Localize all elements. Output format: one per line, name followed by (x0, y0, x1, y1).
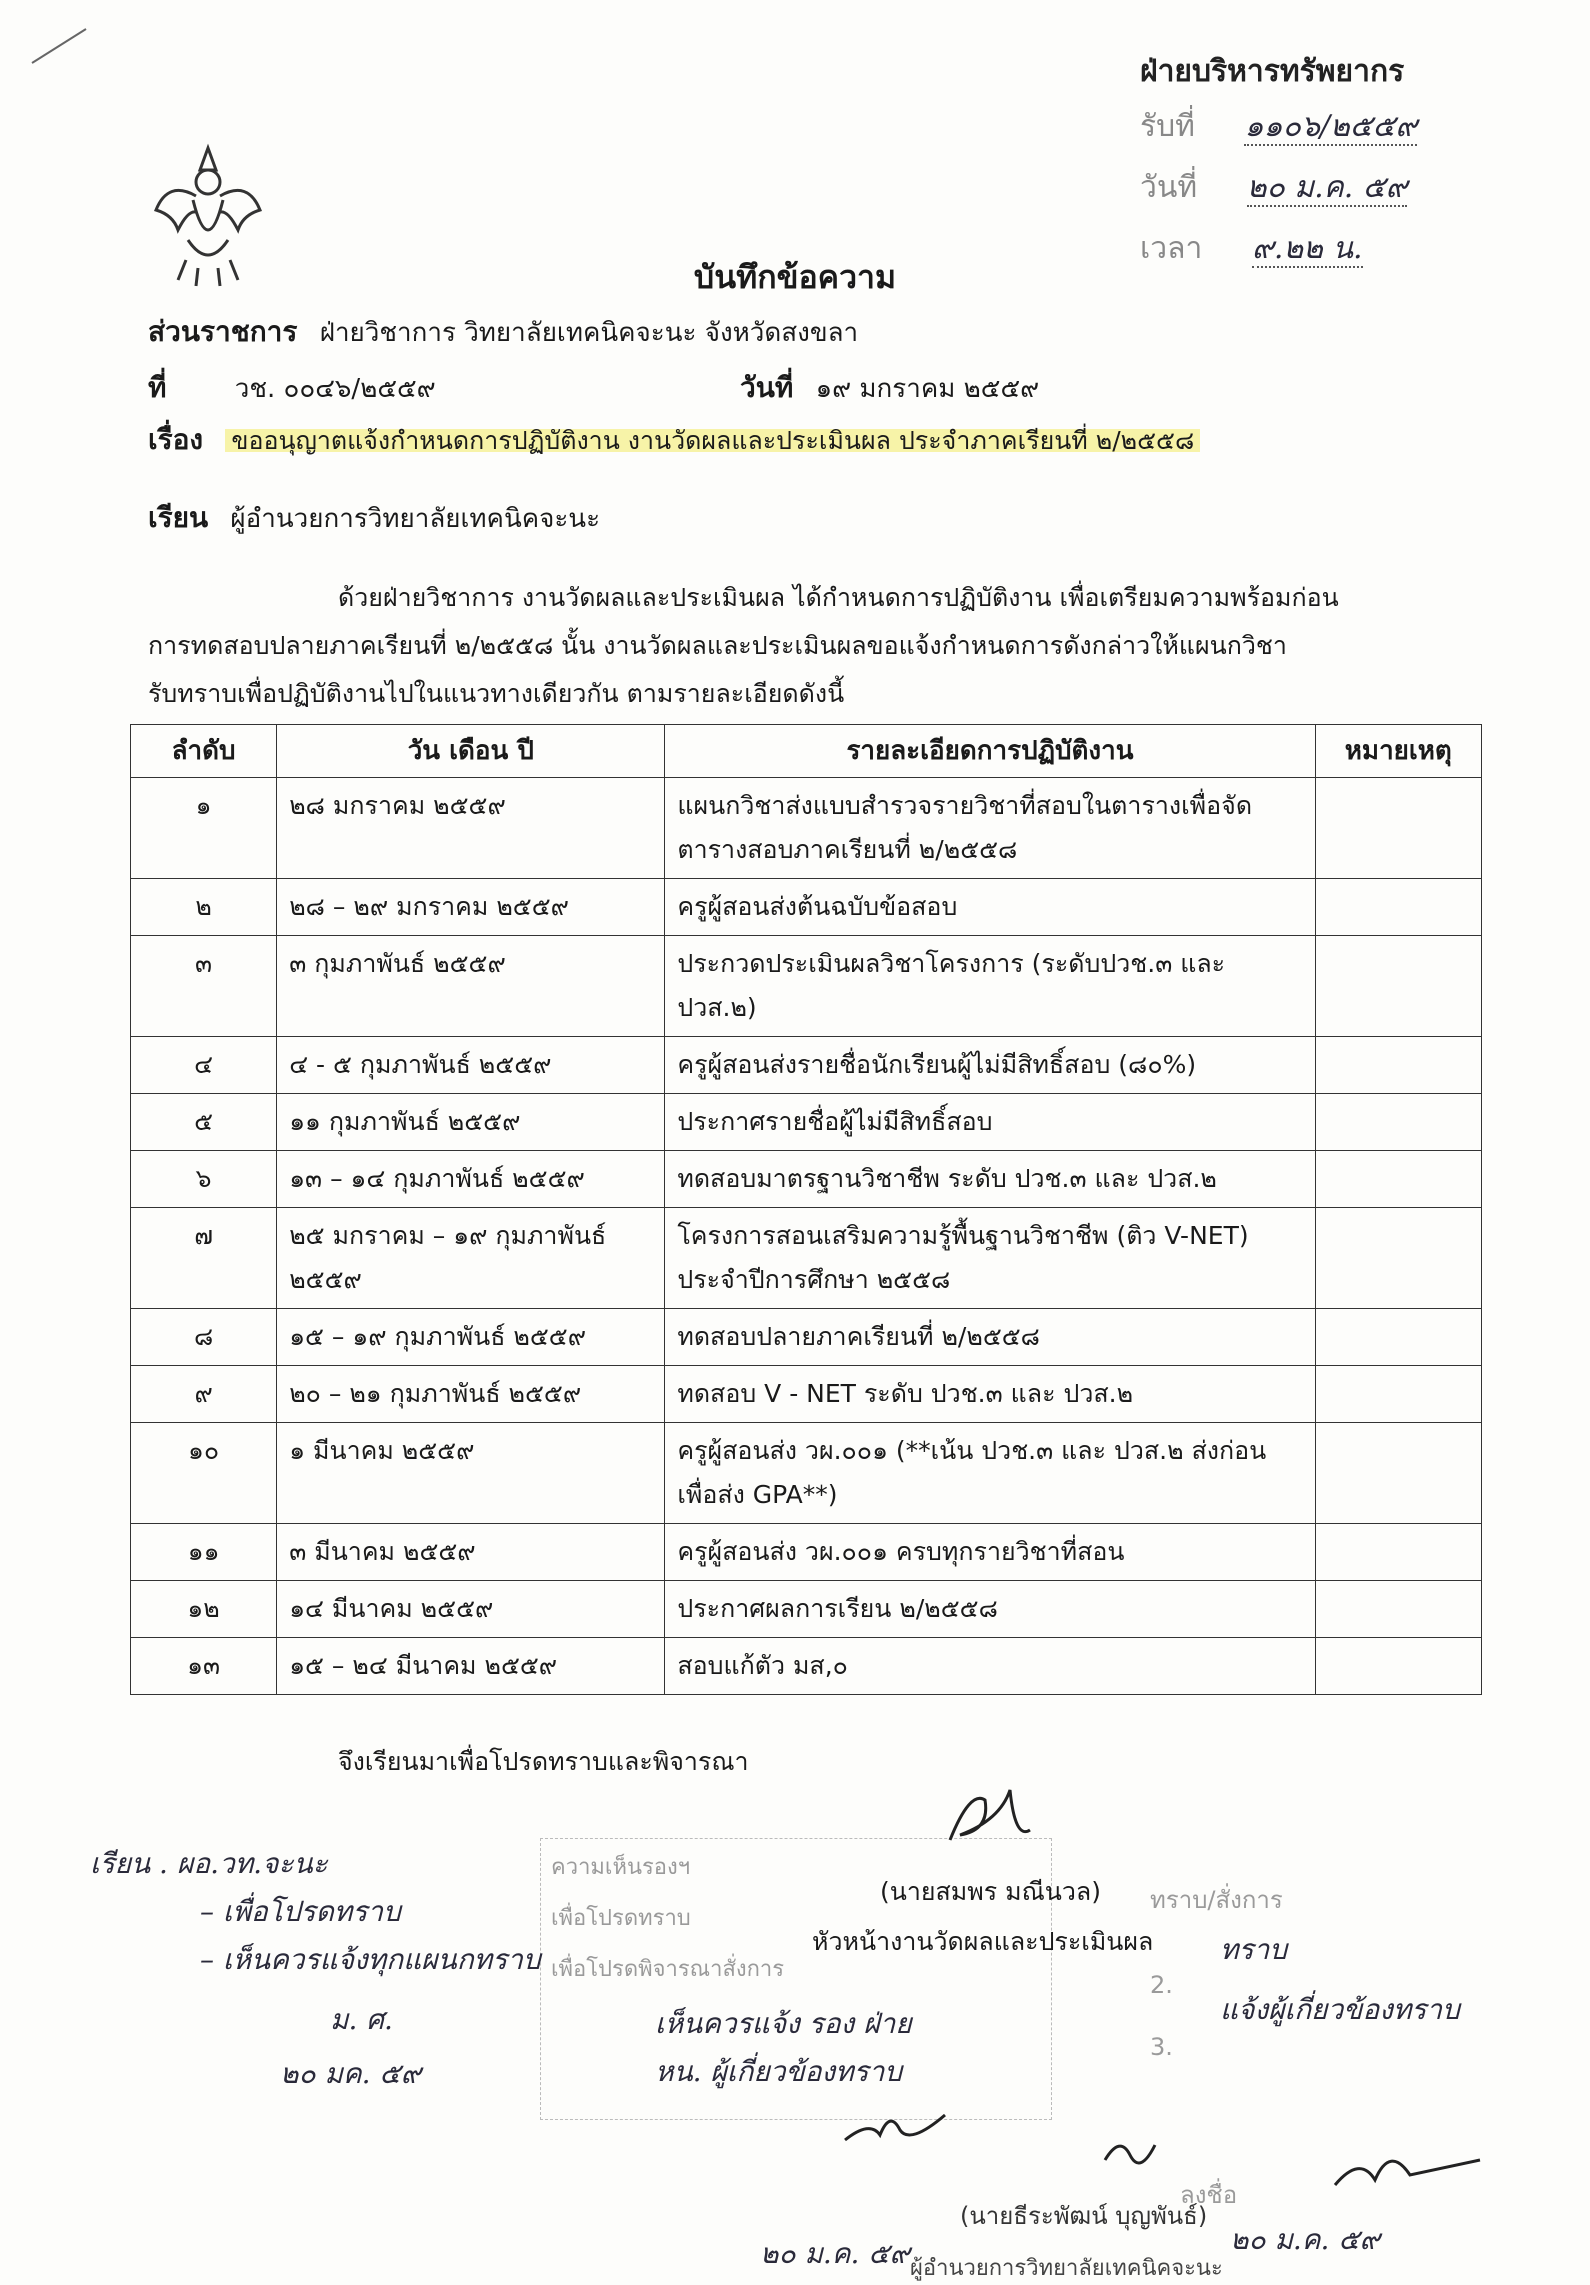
sign-label: ลงชื่อ (1180, 2181, 1238, 2209)
row-detail: ทดสอบมาตรฐานวิชาชีพ ระดับ ปวช.๓ และ ปวส.๒ (665, 1151, 1315, 1208)
row-note (1315, 778, 1481, 879)
endorsement-line-3: เพื่อโปรดพิจารณาสั่งการ (551, 1957, 785, 1982)
schedule-table (130, 724, 1482, 1695)
hw-right-1: ทราบ (1220, 1933, 1287, 1966)
right-signature (1330, 2140, 1490, 2204)
org-line (148, 310, 858, 354)
row-note (1315, 1309, 1481, 1366)
row-detail: ครูผู้สอนส่ง วผ.๐๐๑ (**เน้น ปวช.๓ และ ปวส.๒ ส่งก่อน เพื่อส่ง GPA**) (665, 1423, 1315, 1524)
row-date: ๑๑ กุมภาพันธ์ ๒๕๕๙ (277, 1094, 665, 1151)
table-row (131, 1037, 1482, 1094)
hw-left-2: – เพื่อโปรดทราบ (200, 1895, 401, 1928)
endorsement-right-2: 2. (1150, 1971, 1173, 1999)
row-no: ๙ (131, 1366, 277, 1423)
row-no: ๑ (131, 778, 277, 879)
director-position: ผู้อำนวยการวิทยาลัยเทคนิคจะนะ (910, 2256, 1223, 2281)
doc-no-line (148, 366, 436, 410)
table-row (131, 1151, 1482, 1208)
row-detail: ประกวดประเมินผลวิชาโครงการ (ระดับปวช.๓ และปวส.๒) (665, 936, 1315, 1037)
endorsement-right-3: 3. (1150, 2033, 1173, 2061)
doc-no-value: วช. ๐๐๔๖/๒๕๕๙ (234, 374, 436, 404)
row-note (1315, 1366, 1481, 1423)
director-name: (นายธีระพัฒน์ บุญพันธ์) (960, 2202, 1208, 2230)
signer-position: หัวหน้างานวัดผลและประเมินผล (812, 1927, 1154, 1956)
row-note (1315, 1581, 1481, 1638)
table-row (131, 879, 1482, 936)
row-no: ๑๑ (131, 1524, 277, 1581)
table-row (131, 1524, 1482, 1581)
endorsement-line-1: ความเห็นรองฯ (551, 1855, 691, 1880)
table-row (131, 1094, 1482, 1151)
stamp-receive-label: รับที่ (1140, 109, 1195, 144)
row-no: ๘ (131, 1309, 277, 1366)
table-row (131, 1423, 1482, 1524)
signer-name: (นายสมพร มณีนวล) (880, 1877, 1101, 1906)
hw-mid-1: เห็นควรแจ้ง รอง ฝ่าย (655, 2007, 912, 2040)
addressee-value: ผู้อำนวยการวิทยาลัยเทคนิคจะนะ (230, 504, 601, 534)
row-note (1315, 879, 1481, 936)
addressee-label: เรียน (148, 501, 209, 534)
row-note (1315, 1423, 1481, 1524)
row-date: ๑๓ – ๑๔ กุมภาพันธ์ ๒๕๕๙ (277, 1151, 665, 1208)
row-date: ๓ มีนาคม ๒๕๕๙ (277, 1524, 665, 1581)
hw-left-1: เรียน . ผอ.วท.จะนะ (90, 1847, 328, 1880)
doc-date-label: วันที่ (740, 371, 794, 404)
row-date: ๓ กุมภาพันธ์ ๒๕๕๙ (277, 936, 665, 1037)
doc-no-label: ที่ (148, 371, 167, 404)
subject-line (148, 418, 1200, 462)
row-detail: ทดสอบ V - NET ระดับ ปวช.๓ และ ปวส.๒ (665, 1366, 1315, 1423)
row-no: ๑๓ (131, 1638, 277, 1695)
closing-line: จึงเรียนมาเพื่อโปรดทราบและพิจารณา (338, 1747, 749, 1776)
reception-stamp (1140, 48, 1540, 272)
addressee-line (148, 496, 600, 540)
table-row (131, 1581, 1482, 1638)
endorsement-right-1: ทราบ/สั่งการ (1150, 1886, 1283, 1914)
body-line-3: รับทราบเพื่อปฏิบัติงานไปในแนวทางเดียวกัน ตามรายละเอียดดังนี้ (148, 679, 845, 708)
row-detail: สอบแก้ตัว มส,๐ (665, 1638, 1315, 1695)
row-note (1315, 1524, 1481, 1581)
row-note (1315, 1638, 1481, 1695)
row-date: ๑๕ – ๒๔ มีนาคม ๒๕๕๙ (277, 1638, 665, 1695)
hw-left-sign: ม. ศ. (330, 2003, 393, 2036)
stamp-time: ๙.๒๒ น. (1251, 231, 1363, 266)
hw-right-2: แจ้งผู้เกี่ยวข้องทราบ (1220, 1993, 1460, 2026)
row-note (1315, 1151, 1481, 1208)
row-detail: ครูผู้สอนส่งรายชื่อนักเรียนผู้ไม่มีสิทธิ์สอบ (๘๐%) (665, 1037, 1315, 1094)
row-date: ๒๐ – ๒๑ กุมภาพันธ์ ๒๕๕๙ (277, 1366, 665, 1423)
row-no: ๗ (131, 1208, 277, 1309)
handwritten-note-right (1220, 1920, 1460, 2040)
row-note (1315, 1094, 1481, 1151)
stray-pen-mark (30, 25, 90, 69)
row-date: ๒๘ – ๒๙ มกราคม ๒๕๕๙ (277, 879, 665, 936)
row-detail: ทดสอบปลายภาคเรียนที่ ๒/๒๕๕๘ (665, 1309, 1315, 1366)
row-detail: ประกาศผลการเรียน ๒/๒๕๕๘ (665, 1581, 1315, 1638)
table-row (131, 778, 1482, 879)
table-body (131, 778, 1482, 1695)
org-value: ฝ่ายวิชาการ วิทยาลัยเทคนิคจะนะ จังหวัดสงขลา (319, 318, 859, 348)
stamp-receive-no: ๑๑๐๖/๒๕๕๙ (1244, 109, 1418, 144)
hw-mid-date: ๒๐ ม.ค. ๕๙ (760, 2237, 911, 2270)
row-no: ๑๒ (131, 1581, 277, 1638)
hw-left-date: ๒๐ มค. ๕๙ (280, 2057, 422, 2090)
org-label: ส่วนราชการ (148, 315, 298, 348)
row-date: ๑ มีนาคม ๒๕๕๙ (277, 1423, 665, 1524)
stamp-date-label: วันที่ (1140, 170, 1198, 205)
doc-date-line (740, 366, 1039, 410)
row-date: ๔ - ๕ กุมภาพันธ์ ๒๕๕๙ (277, 1037, 665, 1094)
header-date: วัน เดือน ปี (277, 725, 665, 778)
hw-mid-2: หน. ผู้เกี่ยวข้องทราบ (655, 2055, 903, 2088)
endorsement-line-2: เพื่อโปรดทราบ (551, 1906, 691, 1931)
table-header-row (131, 725, 1482, 778)
handwritten-note-left (90, 1840, 541, 2098)
row-no: ๖ (131, 1151, 277, 1208)
subject-label: เรื่อง (148, 423, 204, 456)
row-no: ๒ (131, 879, 277, 936)
hw-left-3: – เห็นควรแจ้งทุกแผนกทราบ (200, 1943, 541, 1976)
row-detail: ครูผู้สอนส่งต้นฉบับข้อสอบ (665, 879, 1315, 936)
row-detail: แผนกวิชาส่งแบบสำรวจรายวิชาที่สอบในตารางเพื่อจัดตารางสอบภาคเรียนที่ ๒/๒๕๕๘ (665, 778, 1315, 879)
row-no: ๔ (131, 1037, 277, 1094)
signature-scribble (930, 1780, 1040, 1864)
row-note (1315, 936, 1481, 1037)
stamp-dept: ฝ่ายบริหารทรัพยากร (1140, 54, 1405, 89)
header-no: ลำดับ (131, 725, 277, 778)
row-note (1315, 1037, 1481, 1094)
row-date: ๒๕ มกราคม – ๑๙ กุมภาพันธ์ ๒๕๕๙ (277, 1208, 665, 1309)
table-row (131, 936, 1482, 1037)
body-line-2: การทดสอบปลายภาคเรียนที่ ๒/๒๕๕๘ นั้น งานวัดผลและประเมินผลขอแจ้งกำหนดการดังกล่าวให้แผนกวิชา (148, 631, 1287, 660)
initials-mark (1100, 2130, 1160, 2184)
row-no: ๓ (131, 936, 277, 1037)
row-detail: ประกาศรายชื่อผู้ไม่มีสิทธิ์สอบ (665, 1094, 1315, 1151)
body-line-1: ด้วยฝ่ายวิชาการ งานวัดผลและประเมินผล ได้กำหนดการปฏิบัติงาน เพื่อเตรียมความพร้อมก่อน (338, 583, 1339, 612)
row-detail: ครูผู้สอนส่ง วผ.๐๐๑ ครบทุกรายวิชาที่สอน (665, 1524, 1315, 1581)
row-note (1315, 1208, 1481, 1309)
row-date: ๒๘ มกราคม ๒๕๕๙ (277, 778, 665, 879)
middle-signature (840, 2090, 950, 2164)
table-row (131, 1208, 1482, 1309)
table-row (131, 1366, 1482, 1423)
handwritten-note-middle (655, 2000, 912, 2096)
row-no: ๑๐ (131, 1423, 277, 1524)
stamp-date: ๒๐ ม.ค. ๕๙ (1246, 170, 1408, 205)
header-note: หมายเหตุ (1315, 725, 1481, 778)
row-detail: โครงการสอนเสริมความรู้พื้นฐานวิชาชีพ (ติว V-NET) ประจำปีการศึกษา ๒๕๕๘ (665, 1208, 1315, 1309)
row-date: ๑๔ มีนาคม ๒๕๕๙ (277, 1581, 665, 1638)
subject-value: ขออนุญาตแจ้งกำหนดการปฏิบัติงาน งานวัดผลและประเมินผล ประจำภาคเรียนที่ ๒/๒๕๕๘ (225, 426, 1200, 455)
row-no: ๕ (131, 1094, 277, 1151)
doc-date-value: ๑๙ มกราคม ๒๕๕๙ (815, 374, 1040, 404)
table-row (131, 1309, 1482, 1366)
body-paragraph (148, 574, 1488, 718)
memo-title: บันทึกข้อความ (693, 258, 897, 296)
table-row (131, 1638, 1482, 1695)
row-date: ๑๕ – ๑๙ กุมภาพันธ์ ๒๕๕๙ (277, 1309, 665, 1366)
hw-right-date: ๒๐ ม.ค. ๕๙ (1230, 2223, 1381, 2256)
stamp-time-label: เวลา (1140, 231, 1203, 266)
header-detail: รายละเอียดการปฏิบัติงาน (665, 725, 1315, 778)
